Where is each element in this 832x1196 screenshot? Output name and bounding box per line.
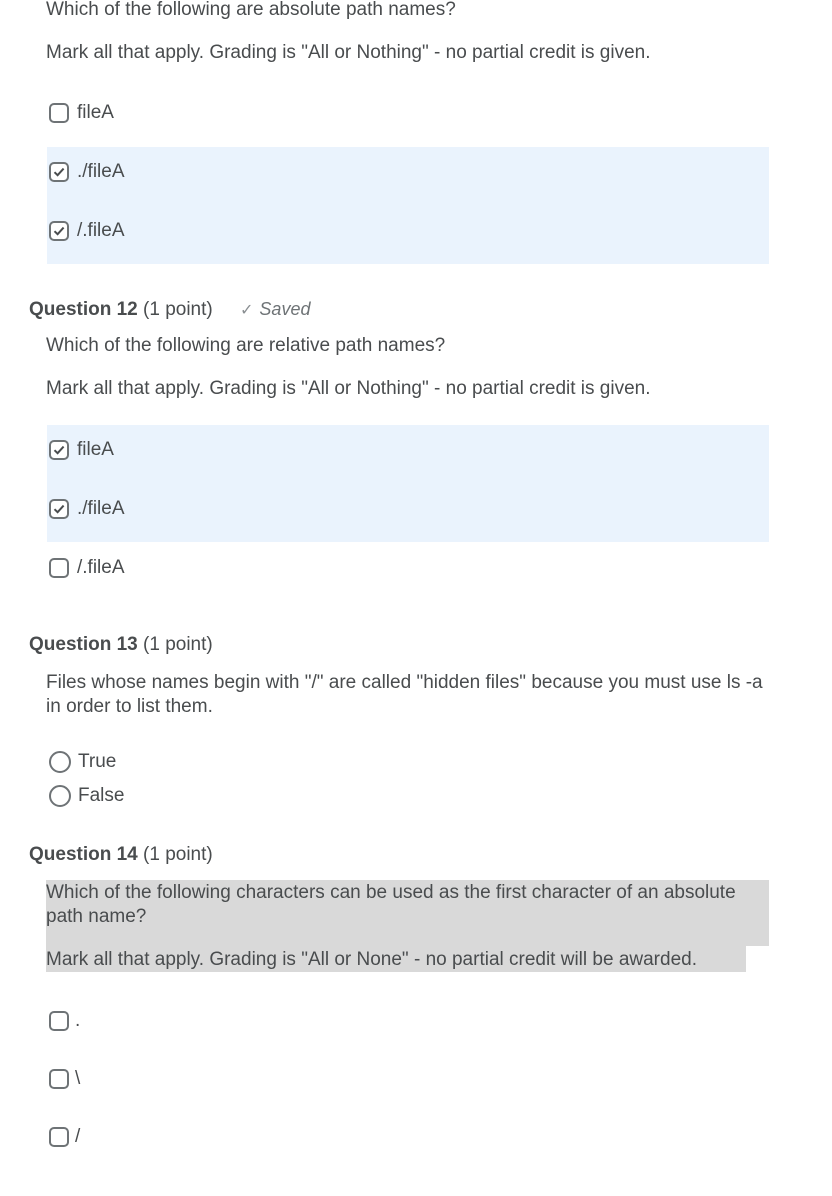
q11-instruction: Mark all that apply. Grading is "All or Nothing" - no partial credit is given.: [46, 42, 651, 63]
q11-option-2[interactable]: [49, 159, 125, 185]
checkmark-icon: [53, 225, 65, 237]
q14-option-1-label: .: [75, 1010, 81, 1031]
q14-instruction: Mark all that apply. Grading is "All or None" - no partial credit will be awarded.: [46, 949, 697, 970]
q11-option-2-checkbox[interactable]: [49, 162, 69, 182]
q14-prompt: Which of the following characters can be used as the first character of an absolute path name?: [46, 882, 736, 927]
q11-prompt: Which of the following are absolute path names?: [46, 0, 456, 20]
q12-prompt: Which of the following are relative path names?: [46, 335, 446, 356]
q12-saved-status: [240, 299, 310, 319]
q12-option-1[interactable]: [49, 437, 114, 463]
q11-option-1[interactable]: [49, 100, 114, 126]
q11-option-3-checkbox[interactable]: [49, 221, 69, 241]
q13-prompt: Files whose names begin with "/" are called "hidden files" because you must use ls -a in order to list them.: [46, 672, 763, 717]
q14-points: (1 point): [143, 844, 213, 865]
q13-header: [29, 633, 213, 657]
q12-option-1-label: fileA: [77, 439, 114, 460]
q13-option-true[interactable]: [49, 749, 116, 775]
q14-option-3-checkbox[interactable]: [49, 1127, 69, 1147]
q14-header: [29, 843, 213, 867]
q14-option-3[interactable]: [49, 1124, 80, 1150]
q12-instruction: Mark all that apply. Grading is "All or Nothing" - no partial credit is given.: [46, 378, 651, 399]
q13-title: Question 13: [29, 634, 138, 655]
q12-saved-label: Saved: [259, 299, 311, 319]
checkmark-icon: [53, 166, 65, 178]
q11-option-2-label: ./fileA: [77, 161, 125, 182]
q13-option-false-label: False: [78, 785, 125, 806]
q11-option-3[interactable]: [49, 218, 125, 244]
q11-option-3-label: /.fileA: [77, 220, 125, 241]
q12-option-3-checkbox[interactable]: [49, 558, 69, 578]
q13-option-true-radio[interactable]: [49, 751, 71, 773]
q14-title: Question 14: [29, 844, 138, 865]
q11-option-1-checkbox[interactable]: [49, 103, 69, 123]
q14-option-3-label: /: [75, 1126, 81, 1147]
q12-selected-highlight: [47, 425, 769, 542]
q14-option-2-checkbox[interactable]: [49, 1069, 69, 1089]
q12-points: (1 point): [143, 299, 213, 320]
q11-option-1-label: fileA: [77, 102, 114, 123]
q13-points: (1 point): [143, 634, 213, 655]
q13-option-false-radio[interactable]: [49, 785, 71, 807]
q14-option-1[interactable]: [49, 1008, 80, 1034]
q12-option-2[interactable]: [49, 496, 125, 522]
q12-title: Question 12: [29, 299, 138, 320]
q14-option-1-checkbox[interactable]: [49, 1011, 69, 1031]
q11-selected-highlight: [47, 147, 769, 264]
q14-option-2-label: \: [75, 1068, 81, 1089]
q12-header: [29, 297, 310, 323]
q13-option-true-label: True: [78, 751, 117, 772]
q12-option-2-checkbox[interactable]: [49, 499, 69, 519]
checkmark-icon: [53, 503, 65, 515]
q12-option-1-checkbox[interactable]: [49, 440, 69, 460]
check-icon: ✓: [240, 302, 254, 319]
checkmark-icon: [53, 444, 65, 456]
q13-option-false[interactable]: [49, 783, 124, 809]
q12-option-3[interactable]: [49, 555, 125, 581]
q12-option-3-label: /.fileA: [77, 557, 125, 578]
q14-option-2[interactable]: [49, 1066, 80, 1092]
q12-option-2-label: ./fileA: [77, 498, 125, 519]
